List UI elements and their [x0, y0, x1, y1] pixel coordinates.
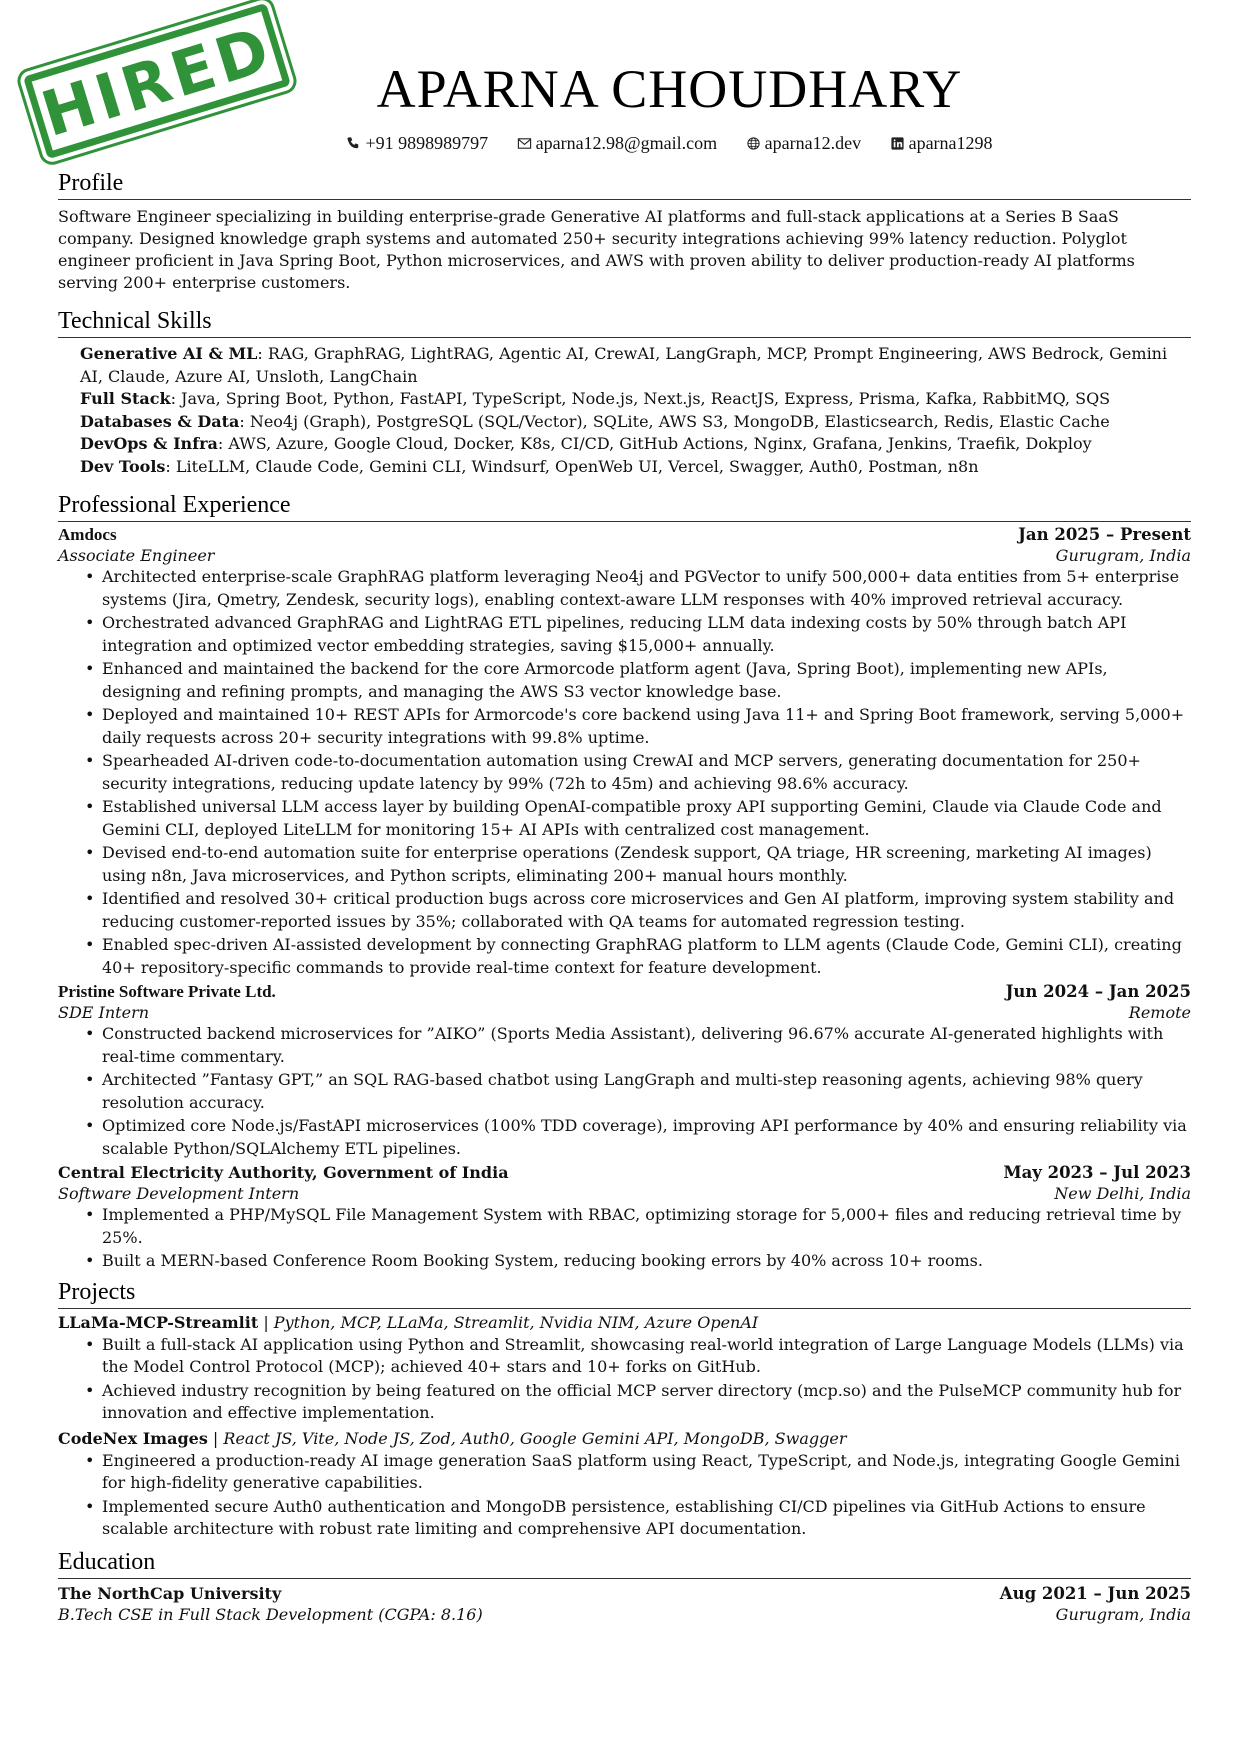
skill-value: : LiteLLM, Claude Code, Gemini CLI, Windsurf, OpenWeb UI, Vercel, Swagger, Auth0, Postman, n8n [165, 456, 979, 476]
section-title: Professional Experience [58, 492, 1191, 522]
skill-value: : Java, Spring Boot, Python, FastAPI, TypeScript, Node.js, Next.js, ReactJS, Express, Prisma, Kafka, RabbitMQ, SQS [170, 389, 1111, 408]
skill-row [80, 433, 1191, 456]
job-bullets [58, 1204, 1191, 1273]
list-item: • Implemented secure Auth0 authentication and MongoDB persistence, establishing CI/CD pipelines via GitHub Actions to ensure scalable architecture with robust rate limiting and comprehensive API documentation. [102, 1496, 1191, 1541]
project-bullets [58, 1450, 1191, 1541]
profile-text: Software Engineer specializing in building enterprise-grade Generative AI platforms and full-stack applications at a Series B SaaS company. Designed knowledge graph systems and automated 250+ security integrations achieving 99% latency reduction. Polyglot engineer proficient in Java Spring Boot, Python microservices, and AWS with proven ability to deliver production-ready AI platforms serving 200+ enterprise customers. [58, 207, 1135, 292]
project-entry [58, 1312, 1191, 1425]
linkedin-icon [890, 136, 905, 151]
contact-linkedin[interactable] [890, 133, 993, 154]
skill-row [80, 411, 1191, 434]
education-subheader [58, 1604, 1191, 1625]
job-subheader [58, 1183, 1191, 1204]
website-text: aparna12.dev [764, 133, 862, 153]
phone-text: +91 9898989797 [365, 133, 489, 153]
skill-label: Generative AI & ML [80, 344, 258, 363]
list-item: • Architected ”Fantasy GPT,” an SQL RAG-based chatbot using LangGraph and multi-step reasoning agents, achieving 98% query resolution accuracy. [102, 1069, 1191, 1114]
skill-label: Dev Tools [80, 456, 166, 476]
linkedin-text: aparna1298 [908, 133, 993, 153]
email-icon [517, 136, 532, 151]
contact-phone[interactable] [346, 133, 488, 154]
job-entry [58, 1162, 1191, 1273]
project-header [58, 1428, 1191, 1450]
job-location: Remote [1128, 1003, 1191, 1022]
section-title: Technical Skills [58, 308, 1191, 338]
education-header [58, 1583, 1191, 1604]
list-item: • Enabled spec-driven AI-assisted development by connecting GraphRAG platform to LLM agents (Claude Code, Gemini CLI), creating 40+ repository-specific commands to provide real-time context for feature development. [102, 934, 1191, 979]
email-text: aparna12.98@gmail.com [535, 133, 718, 153]
project-tech: React JS, Vite, Node JS, Zod, Auth0, Google Gemini API, MongoDB, Swagger [223, 1428, 847, 1448]
job-role: SDE Intern [58, 1003, 150, 1022]
skill-value: : RAG, GraphRAG, LightRAG, Agentic AI, CrewAI, LangGraph, MCP, Prompt Engineering, AWS Bedrock, Gemini AI, Claude, Azure AI, Unsloth, LangChain [80, 344, 1168, 386]
contact-email[interactable] [517, 133, 718, 154]
section-title: Profile [58, 170, 1191, 200]
skill-value: : AWS, Azure, Google Cloud, Docker, K8s, CI/CD, GitHub Actions, Nginx, Grafana, Jenkins, Traefik, Dokploy [217, 434, 1092, 453]
list-item: • Devised end-to-end automation suite for enterprise operations (Zendesk support, QA triage, HR screening, marketing AI images) using n8n, Java microservices, and Python scripts, eliminating 200+ manual hours monthly. [102, 842, 1191, 887]
phone-icon [346, 136, 361, 151]
skill-label: Databases & Data [80, 411, 240, 431]
hired-stamp: HIRED [23, 3, 291, 160]
profile-section [58, 170, 1191, 294]
job-subheader [58, 545, 1191, 566]
resume-body [58, 170, 1191, 1631]
education-school: The NorthCap University [58, 1583, 282, 1603]
contact-website[interactable] [746, 133, 861, 154]
globe-icon [746, 136, 761, 151]
job-entry [58, 524, 1191, 979]
job-dates: Jan 2025 – Present [1018, 525, 1191, 544]
job-header [58, 981, 1191, 1002]
experience-section [58, 492, 1191, 1273]
skill-row [80, 388, 1191, 411]
education-location: Gurugram, India [1055, 1604, 1191, 1624]
list-item: • Enhanced and maintained the backend for the core Armorcode platform agent (Java, Spring Boot), implementing new APIs, designing and refining prompts, and managing the AWS S3 vector knowledge base. [102, 658, 1191, 703]
job-location: Gurugram, India [1055, 546, 1191, 565]
list-item: • Spearheaded AI-driven code-to-documentation automation using CrewAI and MCP servers, generating documentation for 250+ security integrations, reducing update latency by 99% (72h to 45m) and achieving 98.6% accuracy. [102, 750, 1191, 795]
education-section [58, 1549, 1191, 1625]
skills-list [80, 343, 1191, 478]
job-location: New Delhi, India [1054, 1184, 1191, 1203]
list-item: • Identified and resolved 30+ critical production bugs across core microservices and Gen AI platform, improving system stability and reducing customer-reported issues by 35%; collaborated with QA teams for automated regression testing. [102, 888, 1191, 933]
list-item: • Achieved industry recognition by being featured on the official MCP server directory (mcp.so) and the PulseMCP community hub for innovation and effective implementation. [102, 1380, 1191, 1425]
list-item: • Implemented a PHP/MySQL File Management System with RBAC, optimizing storage for 5,000+ files and reducing retrieval time by 25%. [102, 1204, 1191, 1249]
job-header [58, 524, 1191, 545]
project-tech: Python, MCP, LLaMa, Streamlit, Nvidia NIM, Azure OpenAI [273, 1312, 759, 1332]
job-entry [58, 981, 1191, 1160]
list-item: • Deployed and maintained 10+ REST APIs for Armorcode's core backend using Java 11+ and Spring Boot framework, serving 5,000+ daily requests across 20+ security integrations with 99.8% uptime. [102, 704, 1191, 749]
projects-section [58, 1279, 1191, 1541]
list-item: • Orchestrated advanced GraphRAG and LightRAG ETL pipelines, reducing LLM data indexing costs by 50% through batch API integration and optimized vector embedding strategies, saving $15,000+ annually. [102, 612, 1191, 657]
skill-value: : Neo4j (Graph), PostgreSQL (SQL/Vector), SQLite, AWS S3, MongoDB, Elasticsearch, Redis, Elastic Cache [239, 411, 1110, 431]
skill-label: DevOps & Infra [80, 434, 218, 453]
job-company: Pristine Software Private Ltd. [58, 982, 276, 1001]
project-separator: | [258, 1312, 274, 1332]
project-separator: | [207, 1428, 224, 1448]
project-bullets [58, 1334, 1191, 1425]
list-item: • Established universal LLM access layer by building OpenAI-compatible proxy API supporting Gemini, Claude via Claude Code and Gemini CLI, deployed LiteLLM for monitoring 15+ AI APIs with centralized cost management. [102, 796, 1191, 841]
list-item: • Built a MERN-based Conference Room Booking System, reducing booking errors by 40% across 10+ rooms. [102, 1250, 1191, 1273]
section-title: Projects [58, 1279, 1191, 1309]
education-degree: B.Tech CSE in Full Stack Development (CGPA: 8.16) [58, 1604, 483, 1624]
skills-section [58, 308, 1191, 478]
candidate-name: APARNA CHOUDHARY [376, 59, 963, 119]
job-dates: Jun 2024 – Jan 2025 [1005, 982, 1191, 1001]
list-item: • Built a full-stack AI application using Python and Streamlit, showcasing real-world integration of Large Language Models (LLMs) via the Model Control Protocol (MCP); achieved 40+ stars and 10+ forks on GitHub. [102, 1334, 1191, 1379]
skill-row [80, 343, 1191, 388]
skill-label: Full Stack [80, 389, 171, 408]
list-item: • Architected enterprise-scale GraphRAG platform leveraging Neo4j and PGVector to unify 500,000+ data entities from 5+ enterprise systems (Jira, Qmetry, Zendesk, security logs), enabling context-aware LLM responses with 40% improved retrieval accuracy. [102, 566, 1191, 611]
contact-bar [58, 133, 1191, 156]
job-dates: May 2023 – Jul 2023 [1003, 1163, 1191, 1182]
job-role: Software Development Intern [58, 1184, 300, 1203]
job-bullets [58, 566, 1191, 979]
job-role: Associate Engineer [58, 546, 215, 565]
section-title: Education [58, 1549, 1191, 1579]
job-company: Central Electricity Authority, Government of India [58, 1163, 509, 1182]
job-bullets [58, 1023, 1191, 1160]
project-name: CodeNex Images [58, 1428, 208, 1448]
job-header [58, 1162, 1191, 1183]
job-company: Amdocs [58, 525, 117, 544]
project-name: LLaMa-MCP-Streamlit [58, 1312, 259, 1332]
list-item: • Optimized core Node.js/FastAPI microservices (100% TDD coverage), improving API performance by 40% and ensuring reliability via scalable Python/SQLAlchemy ETL pipelines. [102, 1115, 1191, 1160]
skill-row [80, 456, 1191, 479]
project-entry [58, 1428, 1191, 1541]
list-item: • Constructed backend microservices for ”AIKO” (Sports Media Assistant), delivering 96.67% accurate AI-generated highlights with real-time commentary. [102, 1023, 1191, 1068]
list-item: • Engineered a production-ready AI image generation SaaS platform using React, TypeScript, and Node.js, integrating Google Gemini for high-fidelity generative capabilities. [102, 1450, 1191, 1495]
education-dates: Aug 2021 – Jun 2025 [999, 1583, 1191, 1603]
project-header [58, 1312, 1191, 1334]
job-subheader [58, 1002, 1191, 1023]
